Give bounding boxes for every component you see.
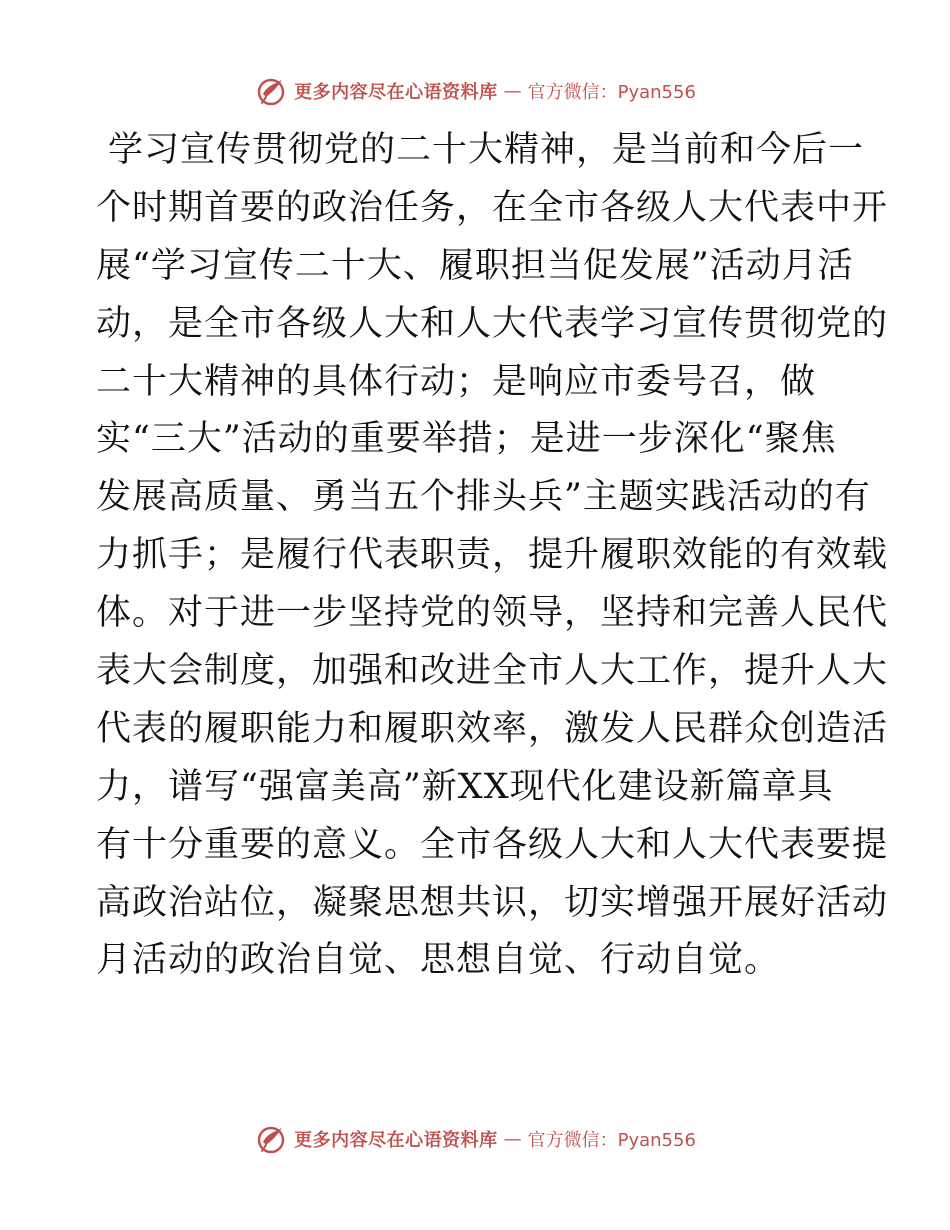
body-line: 力，谱写“强富美高”新XX现代化建设新篇章具 xyxy=(96,766,834,807)
banner-wechat-text: 官方微信：Pyan556 xyxy=(527,82,696,103)
body-line: 二十大精神的具体行动；是响应市委号召，做 xyxy=(96,361,817,402)
body-line: 月活动的政治自觉、思想自觉、行动自觉。 xyxy=(96,940,781,981)
body-line: 有十分重要的意义。全市各级人大和人大代表要提 xyxy=(96,824,889,865)
body-line: 代表的履职能力和履职效率，激发人民群众创造活 xyxy=(96,708,889,749)
banner-separator: — xyxy=(503,80,522,102)
banner-separator: — xyxy=(503,1128,522,1150)
body-line: 发展高质量、勇当五个排头兵”主题实践活动的有 xyxy=(96,477,871,518)
document-body xyxy=(96,122,889,990)
quill-globe-logo-icon xyxy=(254,1122,288,1156)
body-line: 力抓手；是履行代表职责，提升履职效能的有效载 xyxy=(96,535,889,576)
body-line: 高政治站位，凝聚思想共识，切实增强开展好活动 xyxy=(96,882,889,923)
body-line: 学习宣传贯彻党的二十大精神，是当前和今后一 xyxy=(108,130,865,170)
header-banner xyxy=(0,74,950,108)
body-line: 表大会制度，加强和改进全市人大工作，提升人大 xyxy=(96,651,889,692)
body-line: 体。对于进一步坚持党的领导，坚持和完善人民代 xyxy=(96,593,889,634)
body-line: 动，是全市各级人大和人大代表学习宣传贯彻党的 xyxy=(96,303,889,344)
body-line: 个时期首要的政治任务，在全市各级人大代表中开 xyxy=(96,187,889,228)
banner-site-text: 更多内容尽在心语资料库 xyxy=(294,1130,498,1151)
body-line: 实“三大”活动的重要举措；是进一步深化“聚焦 xyxy=(96,419,837,460)
banner-site-text: 更多内容尽在心语资料库 xyxy=(294,82,498,103)
footer-banner xyxy=(0,1122,950,1156)
banner-wechat-text: 官方微信：Pyan556 xyxy=(527,1130,696,1151)
quill-globe-logo-icon xyxy=(254,74,288,108)
body-line: 展“学习宣传二十大、履职担当促发展”活动月活 xyxy=(96,245,854,286)
